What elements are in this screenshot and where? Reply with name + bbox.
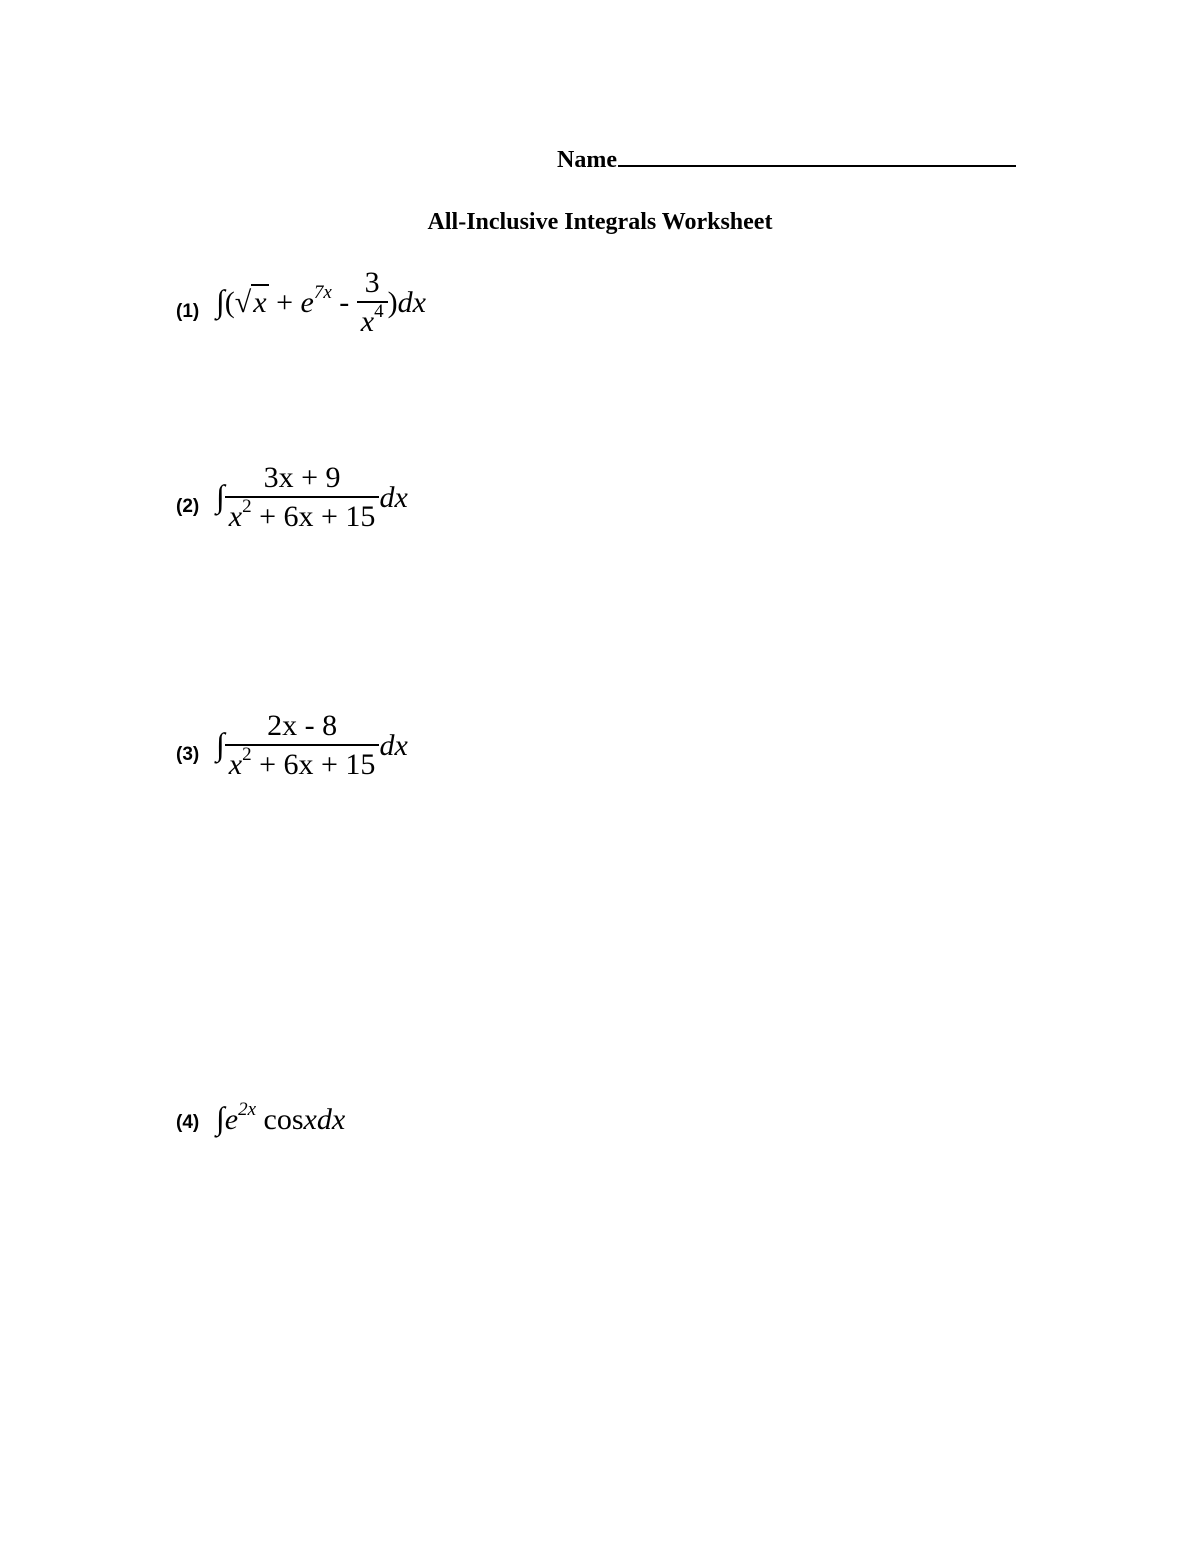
problem-number: (4)	[176, 1112, 200, 1133]
cos-argument-differential: xdx	[303, 1103, 346, 1136]
differential: dx	[379, 728, 408, 762]
den-exponent: 2	[242, 496, 252, 517]
problem-3-expression	[216, 708, 408, 788]
sqrt-sign: √	[234, 285, 252, 319]
open-paren: (	[224, 285, 235, 319]
fraction-numerator: 3x + 9	[263, 461, 341, 494]
fraction	[225, 460, 380, 540]
fraction-denominator	[225, 744, 380, 788]
integral-sign: ∫	[216, 477, 225, 514]
den-exponent: 4	[374, 301, 384, 322]
den-var: x	[360, 305, 375, 338]
fraction-denominator	[225, 496, 380, 540]
fraction-denominator	[357, 301, 388, 345]
integral-sign: ∫	[216, 1100, 225, 1136]
name-blank-line	[618, 143, 1016, 167]
problem-number: (3)	[176, 744, 200, 765]
integral-sign: ∫	[216, 725, 225, 762]
exp-base: e	[300, 285, 314, 319]
minus-sign: -	[339, 285, 350, 319]
fraction	[225, 708, 380, 788]
fraction-numerator: 3	[364, 266, 380, 299]
problem-4-expression	[216, 1100, 345, 1137]
differential: dx	[397, 285, 426, 319]
den-var: x	[228, 500, 243, 533]
name-field	[557, 143, 1016, 175]
worksheet-title: All-Inclusive Integrals Worksheet	[427, 209, 773, 235]
close-paren: )	[387, 285, 398, 319]
problem-number: (2)	[176, 496, 200, 517]
fraction-numerator: 2x - 8	[267, 709, 338, 742]
name-label: Name	[557, 147, 617, 173]
fraction	[357, 265, 388, 345]
exp-exponent: 7x	[313, 281, 332, 303]
sqrt-radicand: x	[253, 285, 267, 319]
plus-sign: +	[276, 285, 293, 319]
den-var: x	[228, 748, 243, 781]
den-exponent: 2	[242, 744, 252, 765]
problem-1-expression	[216, 265, 426, 345]
den-rest: + 6x + 15	[259, 500, 376, 533]
integral-sign: ∫	[216, 282, 225, 319]
problem-number: (1)	[176, 301, 200, 322]
exp-base: e	[224, 1103, 239, 1136]
exp-exponent: 2x	[238, 1099, 257, 1120]
den-rest: + 6x + 15	[259, 748, 376, 781]
differential: dx	[379, 480, 408, 514]
problem-2-expression	[216, 460, 408, 540]
cos-function: cos	[263, 1103, 304, 1136]
